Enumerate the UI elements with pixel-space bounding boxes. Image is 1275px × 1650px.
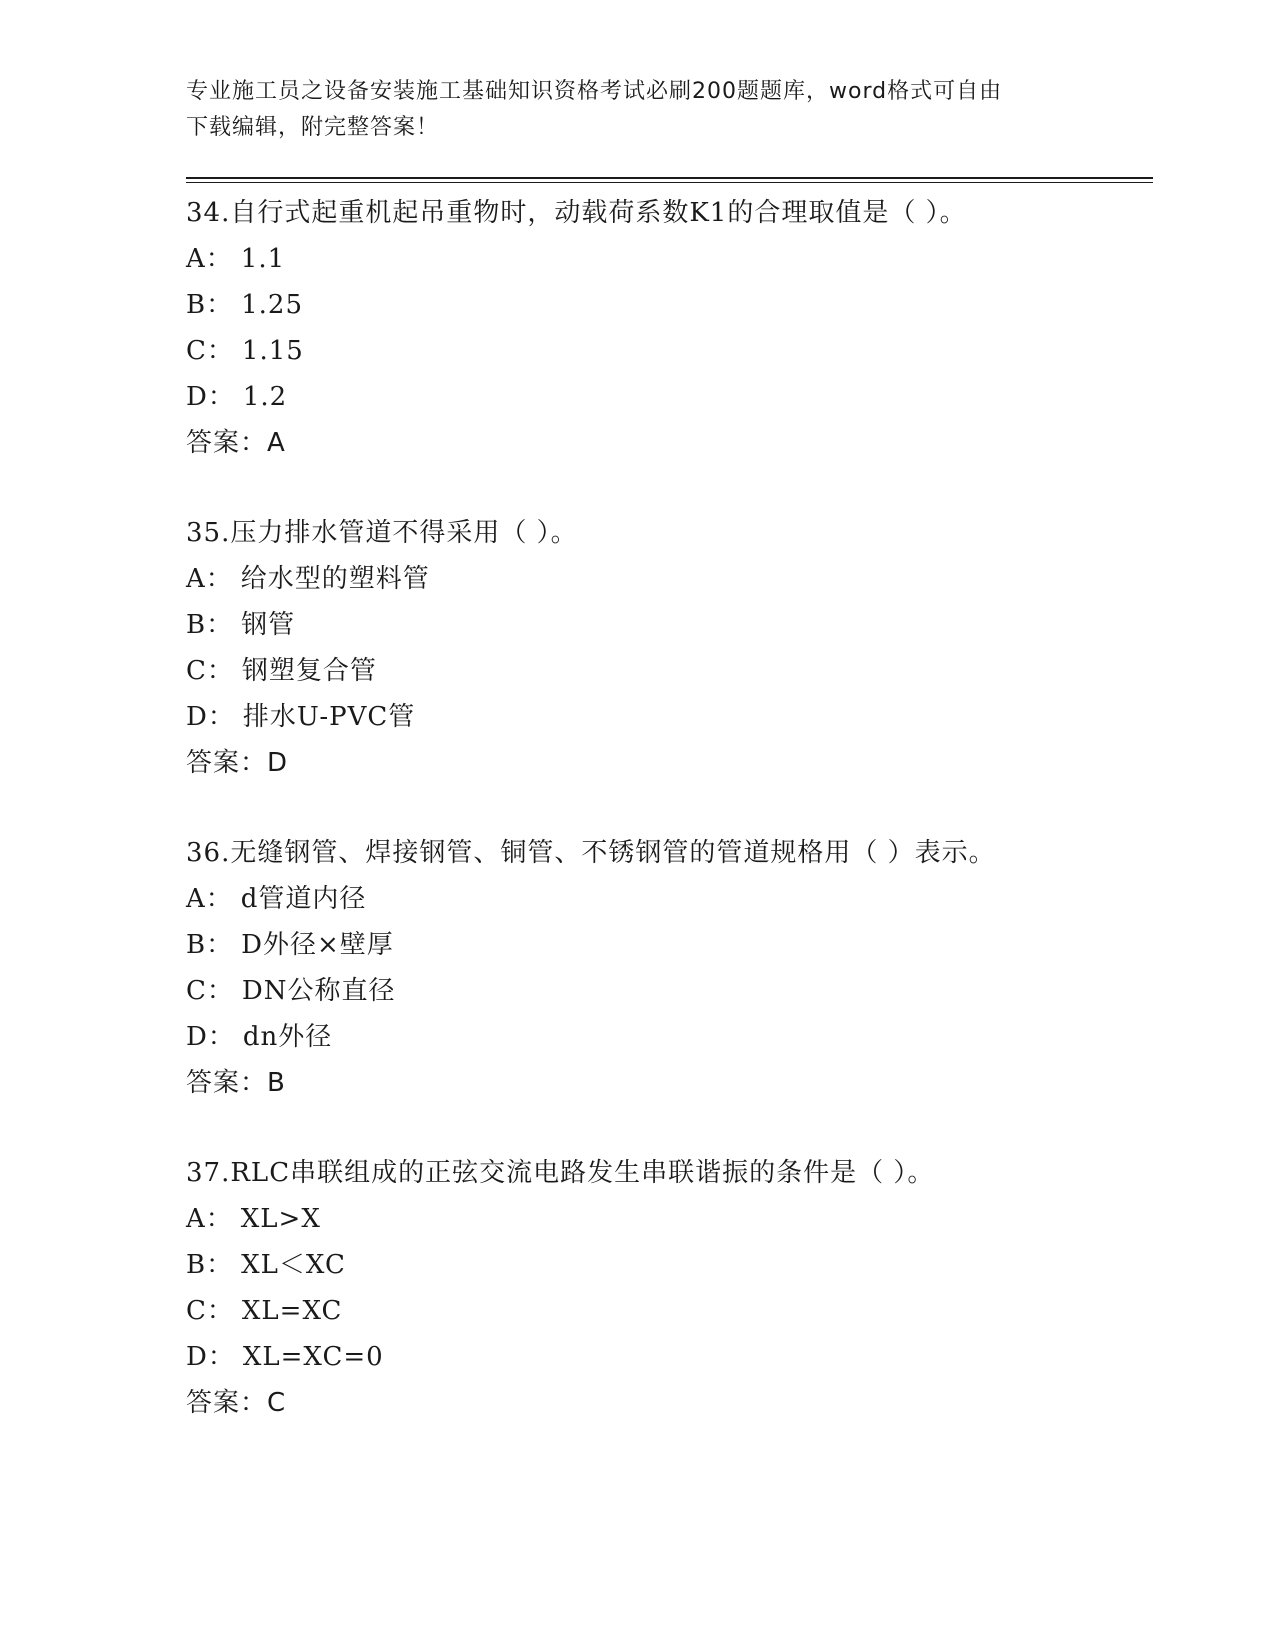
option-text: 给水型的塑料管 [240, 564, 430, 594]
question-stem: 37.RLC串联组成的正弦交流电路发生串联谐振的条件是（ ）。 [186, 1158, 935, 1188]
option-text: XL=XC [241, 1296, 343, 1326]
option-b [186, 602, 1153, 648]
option-c [186, 968, 1153, 1014]
question-35 [186, 510, 1153, 786]
option-d [186, 1014, 1153, 1060]
option-text: 1.2 [242, 382, 288, 412]
question-stem: 35.压力排水管道不得采用（ ）。 [186, 518, 578, 548]
option-letter: B： [186, 1250, 234, 1280]
option-text: XL＜XC [241, 1250, 346, 1280]
option-letter: C： [186, 1296, 234, 1326]
answer-text: 答案：B [186, 1068, 286, 1098]
option-text: 1.1 [240, 244, 286, 274]
header-divider-top [186, 177, 1153, 179]
option-text: 钢管 [241, 610, 296, 640]
header-line-2: 下载编辑，附完整答案！ [186, 115, 440, 140]
option-text: d管道内径 [240, 884, 367, 914]
option-b [186, 1242, 1153, 1288]
option-text: 1.25 [241, 290, 303, 320]
option-letter: B： [186, 930, 234, 960]
option-letter: D： [186, 382, 235, 412]
option-text: 1.15 [241, 336, 304, 366]
header-divider-bottom [186, 182, 1153, 183]
option-b [186, 282, 1153, 328]
option-a [186, 556, 1153, 602]
option-letter: D： [186, 702, 235, 732]
option-letter: D： [186, 1342, 235, 1372]
option-b [186, 922, 1153, 968]
option-letter: A： [186, 564, 233, 594]
document-header [186, 74, 1066, 146]
option-letter: C： [186, 656, 234, 686]
question-stem: 36.无缝钢管、焊接钢管、铜管、不锈钢管的管道规格用（ ）表示。 [186, 838, 996, 868]
option-d [186, 374, 1153, 420]
question-36 [186, 830, 1153, 1106]
option-letter: B： [186, 290, 234, 320]
option-text: 排水U-PVC管 [242, 702, 416, 732]
option-letter: A： [186, 884, 233, 914]
option-d [186, 1334, 1153, 1380]
option-c [186, 328, 1153, 374]
option-text: XL=XC=0 [242, 1342, 384, 1372]
option-text: D外径×壁厚 [241, 930, 394, 960]
option-text: DN公称直径 [241, 976, 396, 1006]
question-34 [186, 190, 1153, 466]
option-letter: A： [186, 1204, 233, 1234]
option-letter: A： [186, 244, 233, 274]
option-letter: C： [186, 976, 234, 1006]
question-37 [186, 1150, 1153, 1426]
option-text: dn外径 [242, 1022, 333, 1052]
answer-text: 答案：C [186, 1388, 287, 1418]
option-letter: B： [186, 610, 234, 640]
option-letter: D： [186, 1022, 235, 1052]
option-c [186, 1288, 1153, 1334]
answer-text: 答案：A [186, 428, 286, 458]
option-text: 钢塑复合管 [241, 656, 377, 686]
option-d [186, 694, 1153, 740]
option-c [186, 648, 1153, 694]
option-text: XL>X [240, 1204, 321, 1234]
answer-text: 答案：D [186, 748, 289, 778]
option-a [186, 236, 1153, 282]
question-stem: 34.自行式起重机起吊重物时，动载荷系数K1的合理取值是（ ）。 [186, 198, 967, 228]
header-line-1: 专业施工员之设备安装施工基础知识资格考试必刷200题题库，word格式可自由 [186, 79, 1003, 104]
option-a [186, 876, 1153, 922]
option-letter: C： [186, 336, 234, 366]
option-a [186, 1196, 1153, 1242]
